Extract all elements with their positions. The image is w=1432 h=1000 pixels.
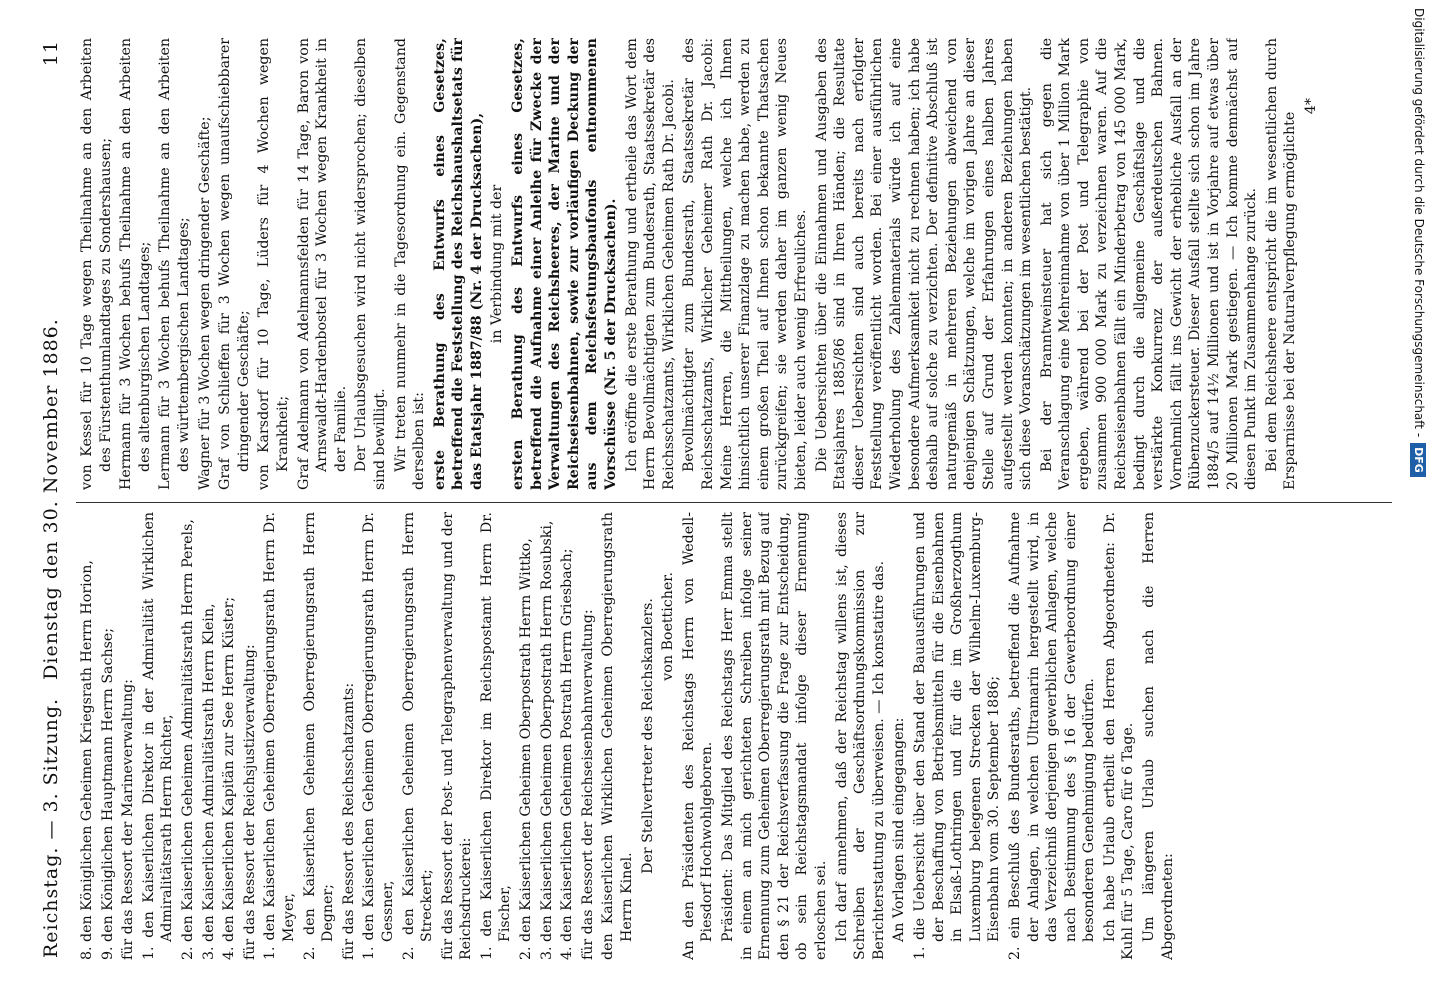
- right-column-block: Lermann für 3 Wochen behufs Theilnahme an den Arbeiten des württembergischen Landtages;: [157, 38, 192, 490]
- left-column-block: 4. den Kaiserlichen Kapitän zur See Herrn Küster;: [221, 596, 238, 960]
- left-column-block: 3. den Kaiserlichen Admiralitätsrath Herrn Klein,: [200, 603, 217, 960]
- left-column-block: für das Ressort der Reichseisenbahnverwaltung:: [579, 609, 596, 960]
- right-column-block: Bei dem Reichsheere entspricht die im wesentlichen durch Ersparnisse bei der Naturalverpflegung ermöglichte: [1263, 38, 1299, 490]
- left-column-block: 1. den Kaiserlichen Direktor in der Admiralität Wirklichen Admiralitätsrath Herrn Richter,: [140, 512, 176, 960]
- left-column-block: 2. den Kaiserlichen Geheimen Oberpostrath Herrn Wittko,: [518, 538, 535, 960]
- left-column-block: für das Ressort der Post- und Telegraphenverwaltung und der Reichsdruckerei:: [439, 512, 475, 960]
- left-column-block: 1. den Kaiserlichen Direktor im Reichspostamt Herrn Dr. Fischer,: [478, 512, 514, 960]
- right-column-block: Graf von Schlieffen für 3 Wochen wegen unaufschiebbarer dringender Geschäfte;: [217, 38, 252, 490]
- right-column-block: Wagner für 3 Wochen wegen dringender Geschäfte;: [196, 116, 213, 490]
- left-column-block: 4. den Kaiserlichen Geheimen Postrath Herrn Griesbach;: [559, 548, 576, 960]
- right-column-block: 4*: [1303, 98, 1319, 115]
- right-column-block: Bei der Branntweinsteuer hat sich gegen die Veranschlagung eine Mehreinnahme von über 1 Million Mark ergeben, während bei der Post und Telegraphie von zusammen 900 000 Mark zu verzeichnen waren. Auf die Reichseisenbahnen fällt ein Minderbetrag von 145 000 Mark, bedingt durch die allgemeine Geschäftslage und die verstärkte Konkurrenz der außerdeutschen Bahnen. Vornehmlich fällt ins Gewicht der erhebliche Ausfall an der Rübenzuckersteuer. Dieser Ausfall stellte sich schon im Jahre 1884/5 auf 14½ Millionen und ist in Vorjahre auf etwas über 20 Millionen Mark gestiegen. — Ich komme demnächst auf diesen Punkt im Zusammenhange zurück.: [1038, 38, 1260, 490]
- left-column-block: An Vorlagen sind eingegangen:: [891, 717, 908, 942]
- left-column-block: von Boetticher.: [660, 572, 677, 681]
- right-column-block: Wir treten nunmehr in die Tagesordnung ein. Gegenstand derselben ist:: [392, 38, 428, 490]
- right-column-block: Bevollmächtigter zum Bundesrath, Staatssekretär des Reichsschatzamts, Wirklicher Geheimer Rath Dr. Jacobi: Meine Herren, die Mittheilungen, welche ich Ihnen hinsichtlich unserer Finanzlage zu machen habe, werden zu einem großen Theil auf Ihnen schon bekannte Thatsachen zurückgreifen; sie werden daher im ganzen wenig Neues bieten, leider auch wenig Erfreuliches.: [681, 38, 809, 490]
- left-column-block: Ich darf annehmen, daß der Reichstag willens ist, dieses Schreiben der Geschäftsordnungskommission zur Berichterstattung zu überweisen. — Ich konstatire das.: [833, 512, 887, 960]
- left-column-block: Ich habe Urlaub ertheilt den Herren Abgeordneten: Dr. Kuhl für 5 Tage, Caro für 6 Tage.: [1101, 512, 1137, 960]
- left-column-block: 1. die Uebersicht über den Stand der Bauausführungen und der Beschaffung von Betriebsmitteln für die Eisenbahnen in Elsaß-Lothringen und für die im Großherzogthum Luxemburg belegenen Strecken der Wilhelm-Luxemburg-Eisenbahn vom 30. September 1886;: [911, 512, 1003, 960]
- right-column-block: ersten Berathung des Entwurfs eines Gesetzes, betreffend die Aufnahme einer Anleihe für Zwecke der Verwaltungen des Reichsheeres, der Marine und der Reichseisenbahnen, sowie zur vorläufigen Deckung der aus dem Reichsfestungsbaufonds entnommenen Vorschüsse (Nr. 5 der Drucksachen).: [510, 38, 620, 490]
- left-column-block: für das Ressort der Marineverwaltung:: [120, 679, 137, 960]
- left-column-block: 1. den Kaiserlichen Geheimen Oberregierungsrath Herrn Dr. Meyer,: [262, 512, 297, 960]
- left-column: [78, 512, 1392, 960]
- left-column-block: für das Ressort des Reichsschatzamts:: [340, 682, 357, 960]
- right-column-block: Die Uebersichten über die Einnahmen und Ausgaben des Etatsjahres 1885/86 sind in Ihren Händen; die Resultate dieser Uebersichten sind auch bereits nach erfolgter Feststellung veröffentlicht worden. Bei einer ausführlichen Wiederholung des Zahlenmaterials würde ich auf eine besondere Aufmerksamkeit nicht zu rechnen haben; ich habe deshalb auf solche zu verzichten. Der definitive Abschluß ist naturgemäß in mehreren Beziehungen abweichend von denjenigen Schätzungen, welche im vorigen Jahre an dieser Stelle auf Grund der Erfahrungen eines halben Jahres aufgestellt werden konnten; in anderen Beziehungen haben sich diese Voranschätzungen im wesentlichen bestätigt.: [813, 38, 1035, 490]
- left-column-block: 2. den Kaiserlichen Geheimen Oberregierungsrath Herrn Streckert;: [400, 512, 436, 960]
- left-column-block: 3. den Kaiserlichen Geheimen Oberpostrath Herrn Rosubski,: [538, 520, 555, 960]
- right-column-block: von Karsdorf für 10 Tage, Lüders für 4 Wochen wegen Krankheit;: [256, 38, 291, 490]
- header-left: Reichstag. — 3. Sitzung.: [40, 697, 62, 958]
- left-column-block: den Kaiserlichen Wirklichen Geheimen Oberregierungsrath Herrn Kinel.: [600, 512, 636, 960]
- left-column-block: 2. ein Beschluß des Bundesraths, betreffend die Aufnahme der Anlagen, in welchen Ultramarin hergestellt wird, in das Verzeichniß derjenigen gewerblichen Anlagen, welche nach Bestimmung des § 16 der Gewerbeordnung einer besonderen Genehmigung bedürfen.: [1006, 512, 1098, 960]
- left-column-block: 8. den Königlichen Geheimen Kriegsrath Herrn Horion,: [79, 560, 95, 960]
- right-column-block: Graf Adelmann von Adelmannsfelden für 14 Tage, Baron von Arnswaldt-Hardenbostel für 3 Wochen wegen Krankheit in der Familie.: [295, 38, 349, 490]
- right-column-block: erste Berathung des Entwurfs eines Gesetzes, betreffend die Feststellung des Reichshaushaltsetats für das Etatsjahr 1887/88 (Nr. 4 der Drucksachen),: [431, 38, 485, 490]
- left-column-block: für das Ressort der Reichsjustizverwaltung:: [241, 644, 258, 960]
- left-column-block: Präsident: Das Mitglied des Reichstags Herr Emma stellt in einem an mich gerichteten Schreiben infolge seiner Ernennung zum Geheimen Oberregierungsrath mit Bezug auf den § 21 der Reichsverfassung die Frage zur Entscheidung, ob sein Reichstagsmandat infolge dieser Ernennung erloschen sei.: [720, 512, 829, 960]
- column-divider: [76, 502, 1392, 503]
- header-date: Dienstag den 30. November 1886.: [40, 318, 62, 680]
- left-column-block: 2. den Kaiserlichen Geheimen Oberregierungsrath Herrn Degner;: [301, 512, 337, 960]
- left-column-block: 1. den Kaiserlichen Geheimen Oberregierungsrath Herrn Dr. Gessner,: [361, 512, 396, 960]
- left-column-block: An den Präsidenten des Reichstags Herrn von Wedell-Piesdorf Hochwohlgeboren.: [680, 512, 716, 960]
- right-column: [78, 38, 1392, 490]
- page-header: [40, 40, 66, 958]
- right-column-block: in Verbindung mit der: [489, 184, 506, 344]
- left-column-block: Um längeren Urlaub suchen nach die Herren Abgeordneten:: [1141, 512, 1176, 960]
- right-column-block: von Kessel für 10 Tage wegen Theilnahme an den Arbeiten des Fürstenthumlandtages zu Sondershausen;: [79, 38, 114, 490]
- funding-note: Digitalisierung gefördert durch die Deutsche Forschungsgemeinschaft -: [1412, 8, 1426, 438]
- right-column-block: Ich eröffne die erste Berathung und ertheile das Wort dem Herrn Bevollmächtigten zum Bundesrath, Staatssekretär des Reichsschatzamts, Wirklichen Geheimen Rath Dr. Jacobi.: [623, 38, 677, 490]
- right-column-block: Der Urlaubsgesuchen wird nicht widersprochen; dieselben sind bewilligt.: [353, 38, 388, 490]
- dfg-logo: DFG: [1410, 443, 1426, 477]
- right-column-block: Hermann für 3 Wochen behufs Theilnahme an den Arbeiten des altenburgischen Landtages;: [118, 38, 153, 490]
- left-column-block: Der Stellvertreter des Reichskanzlers.: [639, 598, 656, 874]
- left-column-block: 9. den Königlichen Hauptmann Herrn Sachse;: [99, 627, 116, 960]
- left-column-block: 2. den Kaiserlichen Geheimen Admiralitätsrath Herrn Perels,: [179, 519, 196, 960]
- funding-sidebar: [1406, 8, 1432, 1000]
- page-number: 11: [40, 40, 62, 67]
